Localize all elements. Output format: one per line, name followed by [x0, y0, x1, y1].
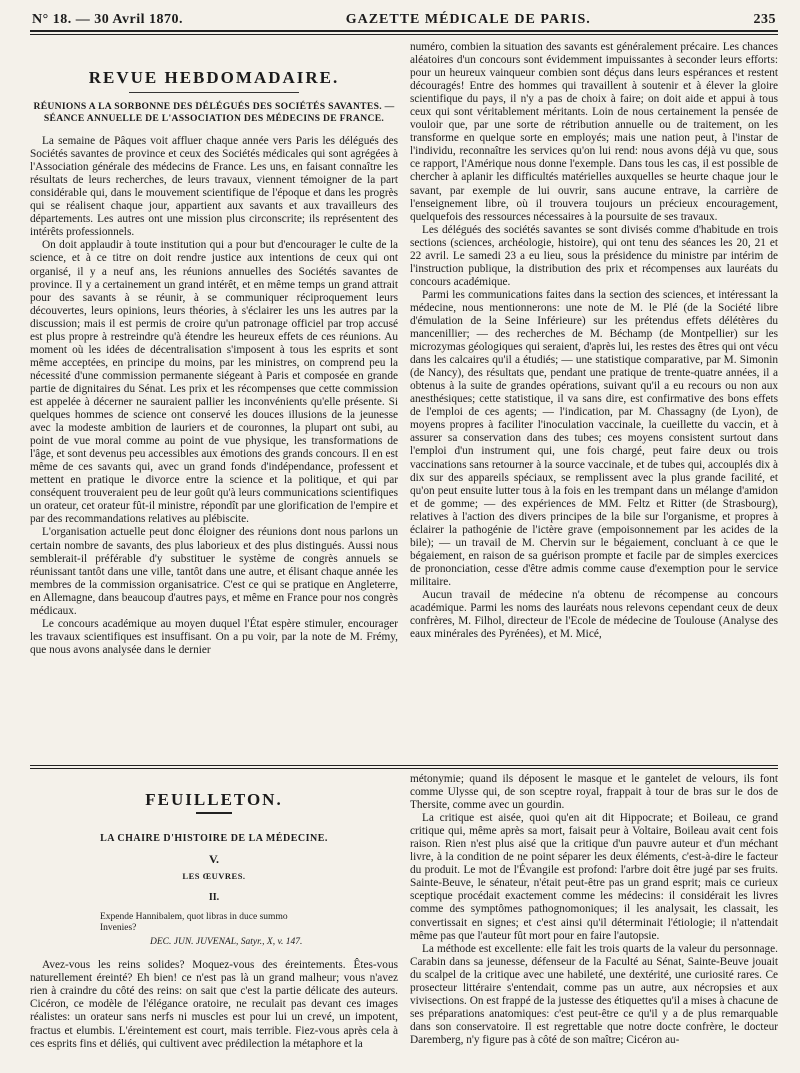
- revue-subhead: [30, 101, 398, 125]
- feuilleton-section: [30, 773, 778, 1073]
- subhead-line-1: RÉUNIONS A LA SORBONNE DES DÉLÉGUÉS DES SOCIÉTÉS SAVANTES. —: [33, 101, 395, 113]
- revue-paragraph: L'organisation actuelle peut donc éloigner des réunions dont nous parlons un certain nombre de savants, des plus laborieux et des plus distingués. Aussi nous semblerait-il préférable d'y substituer le système de congrès annuels se réunissant tantôt dans une ville, tantôt dans une autre, et élisant chaque année les membres de la commission organisatrice. C'est ce qui se pratique en Angleterre, en Allemagne, dans beaucoup d'autres pays, et même en France pour nos congrès médicaux.: [30, 526, 398, 617]
- feuilleton-paragraph: Avez-vous les reins solides? Moquez-vous des éreintements. Êtes-vous naturellement éreinté? Eh bien! ce n'est pas là un grand malheur; vous n'avez rien à craindre du côté des reins: on sait que c'est la partie délicate des auteurs. Cicéron, ce modèle de l'élégance oratoire, ne reculait pas devant ces images réalistes: un orateur sans nerfs ni muscles est pour lui un crevé, un impotent, fractus et elumbis. L'éreintement est court, mais terrible. Fiez-vous après cela à ces esprits fins et déliés, qui cultivent avec prédilection la métaphore et la: [30, 959, 398, 1050]
- page-number: 235: [753, 12, 776, 27]
- feuilleton-divider-2: [30, 768, 778, 769]
- epigraph-line-1: Expende Hannibalem, quot libras in duce summo: [100, 912, 288, 923]
- header-rule: [30, 30, 778, 35]
- revue-paragraph: Le concours académique au moyen duquel l'État espère stimuler, encourager les travaux scientifiques est insuffisant. On a pu voir, par la note de M. Frémy, que nous avons analysée dans le dernier: [30, 617, 398, 656]
- feuilleton-right-paragraph: La méthode est excellente: elle fait les trois quarts de la valeur du personnage. Carabin dans sa jeunesse, défenseur de la Faculté au Sénat, Sainte-Beuve jouait du scalpel de la critique avec une habileté, une dextérité, une curiosité rares. Ce prosecteur littéraire s'entendait, comme pas un autre, aux nécropsies et aux vivisections. On est frappé de la justesse des étiquettes qu'il a mises à chacune de ses préparations anatomiques: c'est peut-être ce qu'il y a de plus remarquable dans son conservatoire. Il est regrettable que notre docte confrère, le docteur Daremberg, n'y figure pas à côté de son maître; Cicéron au-: [410, 942, 778, 1046]
- section-ii: II.: [208, 892, 220, 904]
- feuilleton-divider: [30, 765, 778, 766]
- subhead-line-2: SÉANCE ANNUELLE DE L'ASSOCIATION DES MÉDECINS DE FRANCE.: [43, 113, 385, 125]
- revue-paragraph: La semaine de Pâques voit affluer chaque année vers Paris les délégués des Sociétés savantes de province et ceux des Sociétés médicales qui sont agrégées à l'Association générale des médecins de France. Les uns, en faisant connaître les résultats de leurs recherches, de leurs travaux, viennent témoigner de la part considérable qui, dans le mouvement scientifique de l'époque et dans les progrès qui se réalisent chaque jour, appartient aux savants et aux travailleurs des départements. Les autres ont une mission plus circonscrite; ils représentent des intérêts professionnels.: [30, 135, 398, 239]
- chair-heading: LA CHAIRE D'HISTOIRE DE LA MÉDECINE.: [100, 833, 328, 845]
- feuilleton-title: FEUILLETON.: [145, 790, 283, 809]
- revue-right-paragraph: Les délégués des sociétés savantes se sont divisés comme d'habitude en trois sections (sciences, archéologie, histoire), qui ont tenu des séances les 20, 21 et 22 avril. Le samedi 23 a eu lieu, sous la présidence du ministre par intérim de l'instruction publique, la distribution des prix et récompenses aux lauréats du concours académique.: [410, 223, 778, 288]
- running-head: [30, 12, 778, 30]
- feuilleton-rule: [196, 812, 232, 814]
- feuilleton-left-column: [30, 773, 398, 1073]
- epigraph: [100, 912, 398, 934]
- feuilleton-right-paragraph: La critique est aisée, quoi qu'en ait dit Hippocrate; et Boileau, ce grand critique qui, même après sa mort, faisait peur à Voltaire, Boileau avait cent fois raison. Rien n'est plus aisé que la critique d'un pauvre auteur et d'un méchant livre, à la condition de ne point séparer les deux éléments, c'est-à-dire le facteur du produit. Le mot de l'Évangile est profond: l'arbre doit être jugé par ses fruits. Sainte-Beuve, le sénateur, n'était peut-être pas un grand esprit; mais ce curieux sceptique procédait exactement comme les médecins: il considérait les livres comme des symptômes pathognomoniques; il les analysait, les classait, les convertissait en signes; et c'est ainsi qu'il déterminait l'étiologie; il n'attendait même pas que l'auteur fût mort pour en faire l'autopsie.: [410, 812, 778, 942]
- revue-right-paragraph: Aucun travail de médecine n'a obtenu de récompense au concours académique. Parmi les noms des lauréats nous relevons cependant ceux de deux confrères, M. Filhol, directeur de l'Ecole de médecine de Toulouse (Analyse des eaux minérales des Pyrénées), et M. Micé,: [410, 588, 778, 641]
- oeuvres-heading: LES ŒUVRES.: [182, 871, 246, 882]
- rubric-rule: [129, 92, 299, 93]
- journal-title: GAZETTE MÉDICALE DE PARIS.: [345, 12, 591, 27]
- revue-right-column: [410, 41, 778, 759]
- section-v: V.: [208, 852, 220, 867]
- revue-right-paragraph: numéro, combien la situation des savants est généralement précaire. Les chances aléatoires d'un concours sont évidemment impuissantes à seconder leurs efforts: pour un heureux vainqueur combien sont déçus dans leurs espérances et restent découragés! Entre des hommes qui travaillent à soutenir et à élever la gloire scientifique du pays, il n'y a pas de choix à faire; on doit aide et appui à tous ceux qui sont véritablement méritants. Loin de nous certainement la pensée de vouloir que, par une sorte de rétribution annuelle ou de traitement, on les transforme en quelque sorte en employés; mais une nation peut, à l'instar de l'individu, reconnaître les services qu'on lui rend: nous avons déjà vu que, sous ce rapport, l'Amérique nous donne l'exemple. Dans tous les cas, il est possible de chercher à aplanir les difficultés matérielles auxquelles se heurte chaque jour le savant, par exemple de lui ouvrir, sans aucune entrave, la carrière de l'enseignement libre, où il trouvera toujours un précieux encouragement, quelquefois des ressources nécessaires à la poursuite de ses travaux.: [410, 41, 778, 223]
- revue-right-paragraph: Parmi les communications faites dans la section des sciences, et intéressant la médecine, nous mentionnerons: une note de M. le Plé (de la Société libre d'émulation de la Seine Inférieure) sur les prétendus effets délétères du mancenillier; — des recherches de M. Béchamp (de Montpellier) sur les microzymas géologiques qui seraient, d'après lui, les restes des êtres qui ont vécu dans les calcaires qu'il a étudiés; — une statistique comparative, par M. Simonin (de Nancy), des résultats que, pendant une pratique de trente-quatre années, il a obtenus à la suite de grandes opérations, suivant qu'il a eu recours ou non aux anesthésiques; cette statistique, il va sans dire, est confirmative des bons effets de l'emploi de ces agents; — l'indication, par M. Chassagny (de Lyon), de moyens propres à faciliter l'inoculation vaccinale, la cueillette du vaccin, et à assurer sa conservation dans des tubes; ces moyens consistent surtout dans l'emploi d'un instrument qui, une fois chargé, peut faire deux ou trois vaccinations sans retourner à la source vaccinale, et de tubes qui, accouplés dix à dix sur des appareils spéciaux, se remplissent avec la plus grande facilité, et qu'on peut ensuite lutter tous à la fois en les trempant dans un mélange d'amidon et de gomme; — des expériences de MM. Feltz et Ritter (de Strasbourg), relatives à l'action des divers principes de la bile sur l'organisme, et propres à éclairer la pathogénie de l'ictère grave (empoisonnement par les acides de la bile); — un travail de M. Chervin sur le bégaiement, concluant à ce que le bégaiement, en raison de sa guérison prompte et facile par de simples exercices de prononciation, cesse d'être admis comme cause d'exemption pour le service militaire.: [410, 288, 778, 588]
- feuilleton-right-paragraph: métonymie; quand ils déposent le masque et le gantelet de velours, ils font comme Ulysse qui, de son sceptre royal, frappait à tour de bras sur le dos de Thersite, comme avec un gourdin.: [410, 773, 778, 812]
- revue-rubric: REVUE HEBDOMADAIRE.: [88, 68, 340, 87]
- revue-paragraph: On doit applaudir à toute institution qui a pour but d'encourager le culte de la science, et à ce titre on doit rendre justice aux intentions de ceux qui ont organisé, il y a neuf ans, les réunions annuelles des Sociétés savantes de province. Il y a certainement un grand intérêt, et en même temps un grand attrait pour des savants à se réunir, à se communiquer réciproquement leurs découvertes, leurs opinions, leurs théories, à s'éclairer les uns les autres par la discussion; mais il est permis de croire qu'un patronage officiel par trop accusé est plus propre à restreindre qu'à étendre les heureux effets de ces réunions. Au moment où les idées de décentralisation s'imposent à tous les esprits et sont même acceptées, en principe du moins, par les ministres, on comprend peu la nécessité d'une commission permanente siégeant à Paris et composée en grande partie de dignitaires du Sénat. Les prix et les récompenses que cette commission est appelée à décerner ne sauraient pallier les inconvénients qu'elle présente. Si quelques hommes de science ont conservé les douces illusions de la jeunesse avec la modeste ambition de lauriers et de couronnes, la plupart ont subi, au point de vue moral comme au point de vue physique, les transformations de l'âge, et sont devenus peu accessibles aux émotions des grands concours. Il en est même de ces savants qui, avec un grand fonds d'indépendance, professent et mettent en pratique le divorce entre la science et la politique, et qui par conséquent trouveraient peu de leur goût qu'à leurs communications scientifiques un orateur, cet orateur fût-il ministre, répondît par une glorification de l'empire et par des recommandations relatives au plébiscite.: [30, 239, 398, 526]
- issue-date: N° 18. — 30 Avril 1870.: [32, 12, 184, 27]
- revue-section: [30, 41, 778, 759]
- epigraph-line-2: Invenies?: [100, 923, 137, 934]
- revue-left-column: [30, 41, 398, 759]
- epigraph-source: DEC. JUN. JUVENAL, Satyr., X, v. 147.: [150, 937, 303, 948]
- feuilleton-right-column: [410, 773, 778, 1073]
